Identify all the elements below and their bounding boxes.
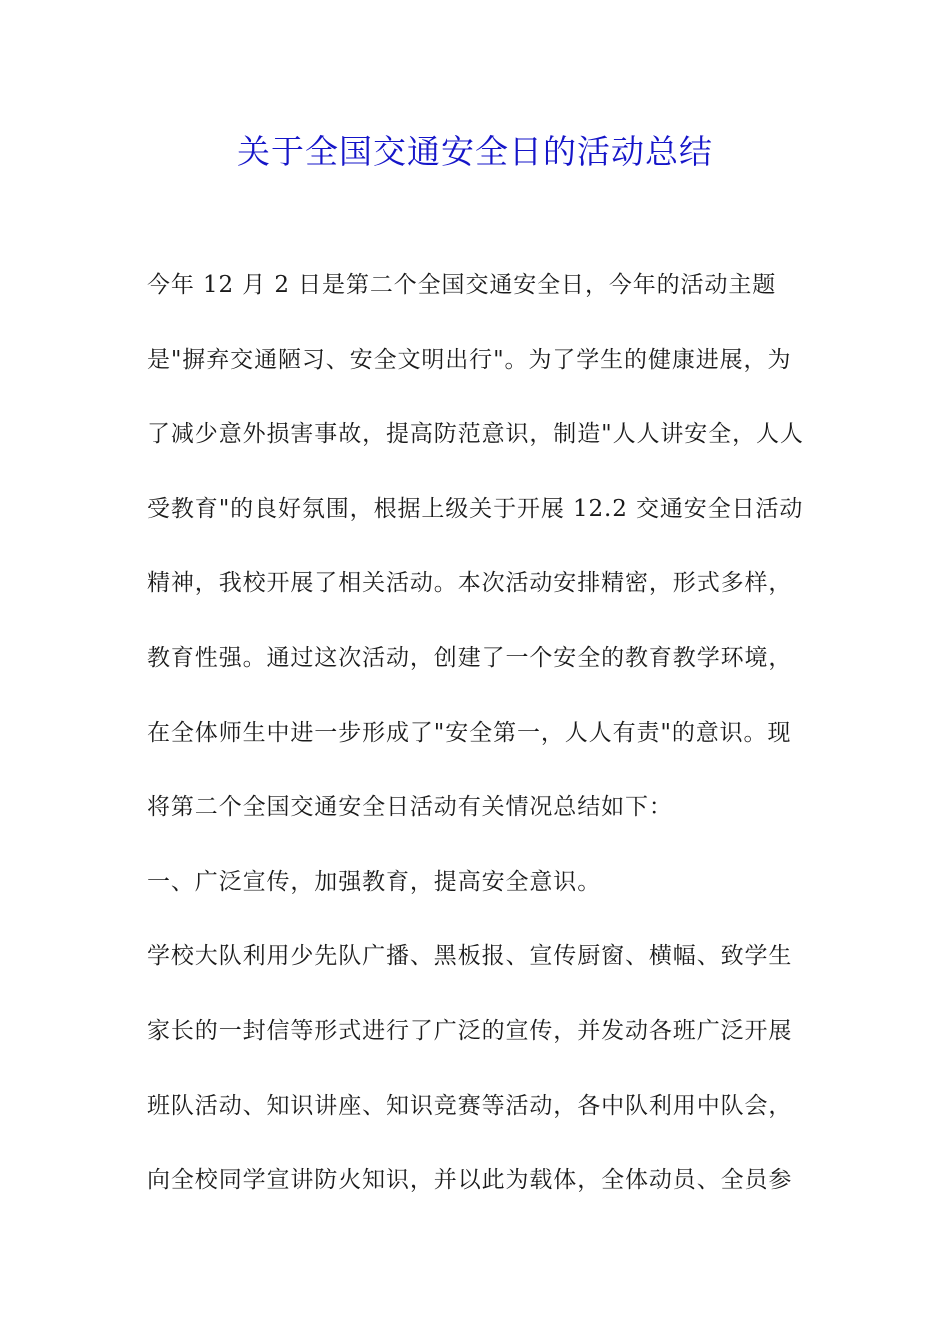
body-line: 受教育"的良好氛围，根据上级关于开展 12.2 交通安全日活动 (147, 495, 804, 522)
body-line: 家长的一封信等形式进行了广泛的宣传，并发动各班广泛开展 (147, 1017, 793, 1044)
body-line: 班队活动、知识讲座、知识竞赛等活动，各中队利用中队会， (147, 1092, 793, 1119)
body-line: 了减少意外损害事故，提高防范意识，制造"人人讲安全，人人 (147, 421, 804, 448)
document-body (147, 260, 812, 1230)
section-heading: 一、广泛宣传，加强教育，提高安全意识。 (147, 868, 602, 895)
body-line: 今年 12 月 2 日是第二个全国交通安全日，今年的活动主题 (147, 272, 777, 298)
body-line: 精神，我校开展了相关活动。本次活动安排精密，形式多样， (147, 570, 793, 597)
body-line: 将第二个全国交通安全日活动有关情况总结如下： (147, 794, 673, 821)
document-title: 关于全国交通安全日的活动总结 (237, 132, 713, 171)
body-line: 学校大队利用少先队广播、黑板报、宣传厨窗、横幅、致学生 (147, 943, 793, 970)
body-line: 在全体师生中进一步形成了"安全第一，人人有责"的意识。现 (147, 719, 792, 746)
body-line: 教育性强。通过这次活动，创建了一个安全的教育教学环境， (147, 644, 793, 671)
body-line: 向全校同学宣讲防火知识，并以此为载体，全体动员、全员参 (147, 1167, 793, 1194)
body-line: 是"摒弃交通陋习、安全文明出行"。为了学生的健康进展，为 (147, 346, 792, 373)
